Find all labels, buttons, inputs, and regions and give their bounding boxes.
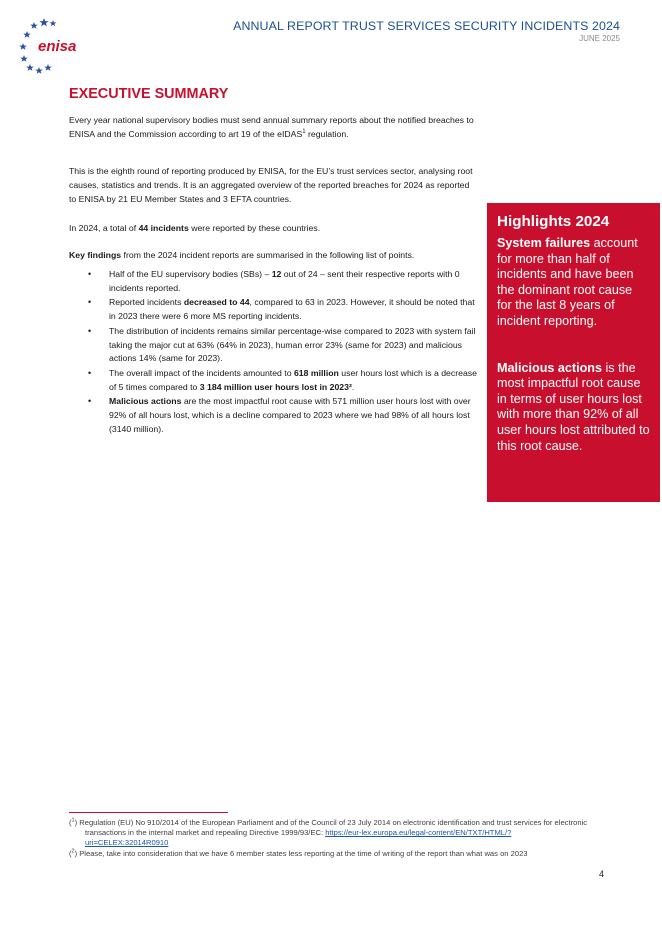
round-paragraph: This is the eighth round of reporting produced by ENISA, for the EU’s trust services sector, analysing root causes, statistics and trends. It is an aggregated overview of the reported breaches for 2024 as reported to ENISA by 21 EU Member States and 3 EFTA countries. [69,166,473,204]
section-title: EXECUTIVE SUMMARY [69,86,229,102]
intro-paragraph: Every year national supervisory bodies must send annual summary reports about the notified breaches to ENISA and the Commission according to art 19 of the eIDAS$^1$ regulation. [69,115,474,139]
enisa-logo [18,16,84,74]
list-item: • Reported incidents decreased to 44, compared to 63 in 2023. However, it should be noted that in 2023 there were 6 more MS reporting incidents. [88,296,480,323]
list-item: • Half of the EU supervisory bodies (SBs) – 12 out of 24 – sent their respective reports with 0 incidents reported. [88,268,480,295]
highlight-system-failures: System failures account for more than half of incidents and have been the dominant root cause for the last 8 years of incident reporting. [497,236,638,328]
list-item: • The overall impact of the incidents amounted to 618 million user hours lost which is a decrease of 5 times compared to 3 184 million user hours lost in 2023². [88,367,480,394]
footnote-1: ($^1$) Regulation (EU) No 910/2014 of the European Parliament and of the Council of 23 July 2014 on electronic identification and trust services for electronic transactions in the internal market and repealing Directive 1999/93/EC: https://eur-lex.europa.eu/legal-content/EN/TXT/HTML/?uri=CELEX:32014R0910 [69,817,588,848]
eur-lex-link[interactable]: https://eur-lex.europa.eu/legal-content/EN/TXT/HTML/?uri=CELEX:32014R0910 [85,828,512,848]
key-findings-list [88,268,480,437]
report-title: ANNUAL REPORT TRUST SERVICES SECURITY INCIDENTS 2024 [233,19,620,33]
key-findings-paragraph: Key findings from the 2024 incident reports are summarised in the following list of points. [69,250,415,260]
footnote-ref-1[interactable]: 1 [302,129,306,136]
total-incidents-paragraph: In 2024, a total of 44 incidents were reported by these countries. [69,223,321,233]
logo-stars-icon [18,16,84,74]
svg-text:enisa: enisa [38,38,77,55]
report-date: JUNE 2025 [579,34,620,43]
highlights-title: Highlights 2024 [497,213,610,230]
page-number: 4 [598,869,604,879]
footnote-2: ($^2$) Please, take into consideration that we have 6 member states less reporting at the time of writing of the report than what was on 2023 [69,848,528,858]
list-item: • Malicious actions are the most impactful root cause with 571 million user hours lost with over 92% of all hours lost, which is a decline compared to 2023 where we had 98% of all hours lost (3140 million). [88,395,480,436]
list-item: • The distribution of incidents remains similar percentage-wise compared to 2023 with system fail taking the major cut at 63% (64% in 2023), human error 23% (same for 2023) and malicious actions 14% (same for 2023). [88,325,480,366]
footnote-divider [69,812,228,813]
highlight-malicious-actions: Malicious actions is the most impactful root cause in terms of user hours lost with more than 92% of all user hours lost attributed to this root cause. [497,360,650,453]
footnotes [69,818,589,859]
highlights-box [487,203,660,502]
